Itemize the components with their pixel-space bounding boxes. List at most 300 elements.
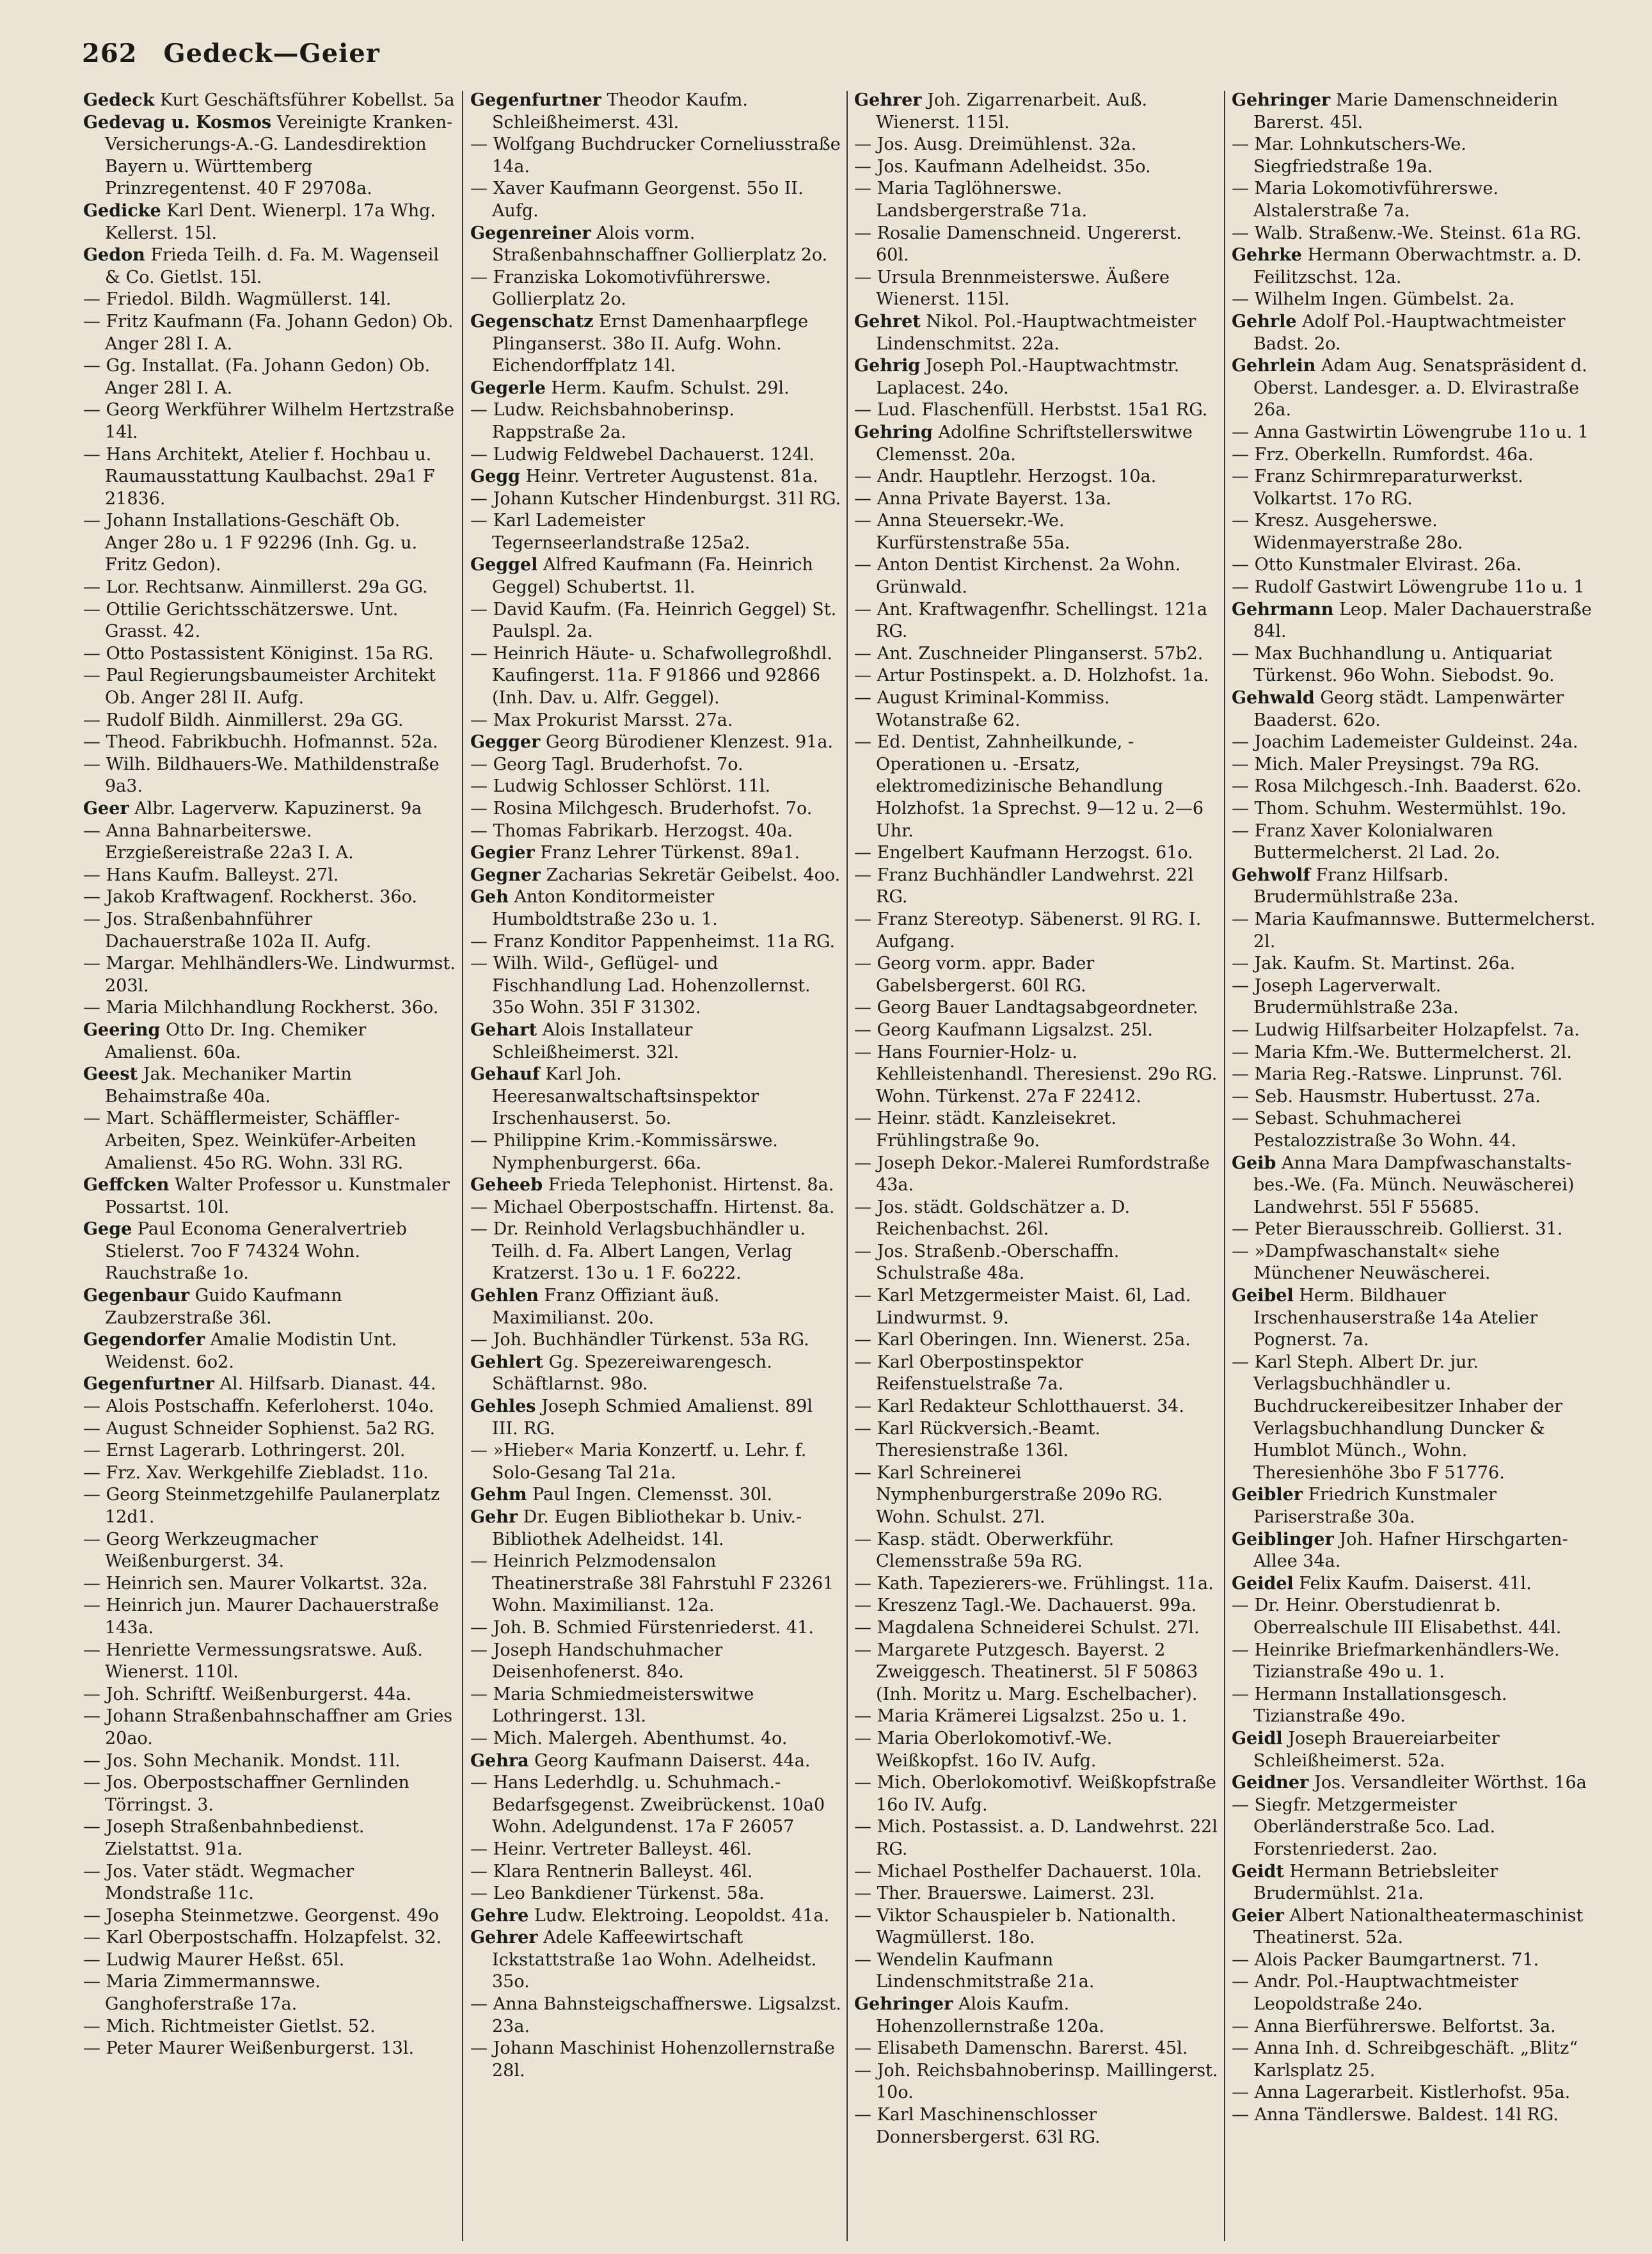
directory-entry: [83, 1684, 457, 1706]
entry-text: — Johann Installations-Geschäft Ob. Anger 28o u. 1 F 92296 (Inh. Gg. u. Fritz Gedon).: [83, 511, 418, 575]
entry-text: Vereinigte Kranken-Versicherungs-A.-G. Landesdirektion Bayern u. Württemberg Prinzregentenst. 40 F 29708a.: [105, 112, 453, 199]
directory-entry: [854, 1153, 1219, 1197]
entry-text: — Maria Kfm.-We. Buttermelcherst. 2l.: [1232, 1042, 1572, 1062]
directory-entry: [854, 90, 1219, 134]
directory-entry: [854, 1816, 1219, 1860]
entry-text: — Wilh. Wild-, Geflügel- und Fischhandlung Lad. Hohenzollernst. 35o Wohn. 35l F 31302.: [470, 954, 811, 1018]
entry-text: — Georg Bauer Landtagsabgeordneter.: [854, 998, 1198, 1018]
entry-text: — »Dampfwaschanstalt« siehe Münchener Neuwäscherei.: [1232, 1241, 1500, 1284]
entry-text: — Mich. Malergeh. Abenthumst. 4o.: [470, 1728, 788, 1748]
entry-text: — Wolfgang Buchdrucker Corneliusstraße 14a.: [470, 134, 841, 177]
directory-entry: [854, 997, 1219, 1019]
entry-text: — Frz. Oberkelln. Rumfordst. 46a.: [1232, 444, 1534, 465]
directory-entry: [1232, 754, 1603, 776]
directory-entry: [1232, 1153, 1603, 1219]
entry-text: — Rosalie Damenschneid. Ungererst. 60l.: [854, 223, 1182, 266]
entry-surname: Gehrke: [1232, 245, 1302, 266]
entry-text: — Hans Fournier-Holz- u. Kehlleistenhandl. Theresienst. 29o RG. Wohn. Türkenst. 27a F 22412.: [854, 1042, 1218, 1107]
directory-entry: [470, 2038, 841, 2082]
entry-text: Anna Mara Dampfwaschanstalts-bes.-We. (Fa. Münch. Neuwäscherei) Landwehrst. 55l F 55685.: [1253, 1153, 1575, 1217]
directory-entry: [854, 510, 1219, 554]
entry-surname: Gehrmann: [1232, 599, 1334, 619]
directory-entry: [83, 1418, 457, 1441]
entry-text: Franz Lehrer Türkenst. 89a1.: [534, 843, 800, 863]
directory-entry: [854, 1905, 1219, 1949]
entry-text: — Karl Schreinerei Nymphenburgerstraße 209o RG. Wohn. Schulst. 27l.: [854, 1462, 1163, 1527]
entry-text: — Franziska Lokomotivführerswe. Gollierplatz 2o.: [470, 267, 771, 310]
directory-entry: [470, 865, 841, 887]
entry-text: — Joh. Buchhändler Türkenst. 53a RG.: [470, 1330, 809, 1350]
entry-text: — Johann Maschinist Hohenzollernstraße 28l.: [470, 2038, 835, 2081]
entry-text: — Anna Gastwirtin Löwengrube 11o u. 1: [1232, 422, 1589, 442]
entry-text: — Heinr. städt. Kanzleisekret. Frühlingstraße 9o.: [854, 1108, 1116, 1151]
directory-entry: [470, 466, 841, 488]
entry-text: — Jos. Straßenb.-Oberschaffn. Schulstraße 48a.: [854, 1241, 1120, 1284]
directory-entry: [83, 710, 457, 732]
directory-entry: [854, 1241, 1219, 1285]
directory-entry: [83, 1529, 457, 1573]
entry-text: — Karl Lademeister Tegernseerlandstraße 125a2.: [470, 511, 751, 553]
entry-text: Heinr. Vertreter Augustenst. 81a.: [520, 467, 818, 487]
directory-entry: [1232, 909, 1603, 953]
entry-text: — Viktor Schauspieler b. Nationalth. Wagmüllerst. 18o.: [854, 1905, 1177, 1948]
directory-entry: [1232, 1285, 1603, 1352]
entry-text: — Ludwig Feldwebel Dachauerst. 124l.: [470, 444, 814, 465]
column-2: [470, 90, 841, 2246]
directory-entry: [854, 687, 1219, 731]
directory-entry: [470, 488, 841, 511]
directory-entry: [1232, 134, 1603, 178]
entry-surname: Gegner: [470, 865, 541, 885]
entry-text: — Lud. Flaschenfüll. Herbstst. 15a1 RG.: [854, 400, 1208, 420]
entry-text: — Hermann Installationsgesch. Tizianstraße 49o.: [1232, 1684, 1507, 1727]
directory-entry: [854, 2104, 1219, 2148]
entry-text: — Hans Kaufm. Balleyst. 27l.: [83, 865, 339, 885]
directory-entry: [83, 1971, 457, 2015]
directory-entry: [470, 378, 841, 400]
directory-entry: [83, 1640, 457, 1684]
entry-surname: Gehrer: [854, 90, 922, 110]
directory-entry: [83, 997, 457, 1019]
entry-text: — Karl Steph. Albert Dr. jur. Verlagsbuchhändler u. Buchdruckereibesitzer Inhaber der Verlagsbuchhandlung Duncker & Humblot Münch., Wohn. Theresienhöhe 3bo F 51776.: [1232, 1352, 1563, 1483]
directory-entry: [1232, 776, 1603, 798]
directory-entry: [854, 1573, 1219, 1595]
directory-entry: [83, 2038, 457, 2060]
directory-entry: [854, 2038, 1219, 2060]
entry-text: — Frz. Xav. Werkgehilfe Ziebladst. 11o.: [83, 1462, 429, 1483]
directory-entry: [470, 1019, 841, 1064]
entry-text: — Maria Reg.-Ratswe. Linprunst. 76l.: [1232, 1064, 1563, 1085]
directory-entry: [470, 599, 841, 643]
directory-entry: [83, 1396, 457, 1418]
entry-text: — Mich. Oberlokomotivf. Weißkopfstraße 16o IV. Aufg.: [854, 1773, 1216, 1815]
directory-entry: [854, 599, 1219, 643]
entry-text: — Ed. Dentist, Zahnheilkunde, -Operationen u. -Ersatz, elektromedizinische Behandlung Holzhofst. 1a Sprechst. 9—12 u. 2—6 Uhr.: [854, 732, 1204, 841]
entry-surname: Geggel: [470, 555, 538, 575]
entry-surname: Gehringer: [854, 1994, 953, 2015]
entry-text: Ludw. Elektroing. Leopoldst. 41a.: [528, 1905, 830, 1926]
entry-text: — Rudolf Gastwirt Löwengrube 11o u. 1: [1232, 577, 1585, 598]
entry-text: — Johann Straßenbahnschaffner am Gries 20ao.: [83, 1706, 453, 1748]
directory-entry: [83, 1285, 457, 1329]
entry-text: — Jos. Sohn Mechanik. Mondst. 11l.: [83, 1750, 401, 1771]
entry-text: Herm. Bildhauer Irschenhauserstraße 14a Atelier Pognerst. 7a.: [1253, 1286, 1538, 1350]
entry-text: — Anna Inh. d. Schreibgeschäft. „Blitz“ Karlsplatz 25.: [1232, 2038, 1578, 2081]
entry-text: — Theod. Fabrikbuchh. Hofmannst. 52a.: [83, 732, 438, 753]
running-title: Gedeck—Geier: [163, 38, 380, 68]
entry-text: Franz Hilfsarb. Brudermühlstraße 23a.: [1253, 865, 1459, 907]
entry-text: — Margarete Putzgesch. Bayerst. 2 Zweiggesch. Theatinerst. 5l F 50863 (Inh. Moritz u. Marg. Eschelbacher).: [854, 1640, 1198, 1704]
directory-entry: [470, 1861, 841, 1883]
entry-text: — David Kaufm. (Fa. Heinrich Geggel) St. Paulspl. 2a.: [470, 599, 837, 642]
entry-text: — Joseph Straßenbahnbedienst. Zielstattst. 91a.: [83, 1817, 365, 1859]
directory-entry: [83, 355, 457, 399]
entry-text: — Franz Stereotyp. Säbenerst. 9l RG. I. Aufgang.: [854, 909, 1202, 952]
page-header: [82, 38, 380, 68]
entry-text: — Maria Schmiedmeisterswitwe Lothringerst. 13l.: [470, 1684, 754, 1727]
directory-entry: [83, 399, 457, 444]
entry-surname: Gehwolf: [1232, 865, 1310, 885]
entry-surname: Gehring: [854, 422, 933, 442]
directory-entry: [1232, 1772, 1603, 1794]
column-4: [1232, 90, 1603, 2246]
directory-entry: [470, 134, 841, 178]
entry-text: — Kresz. Ausgeherswe. Widenmayerstraße 28o.: [1232, 511, 1463, 553]
directory-entry: [854, 466, 1219, 488]
directory-entry: [83, 1329, 457, 1373]
entry-text: — Jos. städt. Goldschätzer a. D. Reichenbachst. 26l.: [854, 1197, 1131, 1240]
directory-entry: [854, 865, 1219, 909]
entry-surname: Gehm: [470, 1485, 527, 1505]
directory-entry: [854, 665, 1219, 687]
entry-text: — Gg. Installat. (Fa. Johann Gedon) Ob. Anger 28l I. A.: [83, 356, 431, 398]
directory-entry: [470, 1883, 841, 1905]
entry-surname: Gegenbaur: [83, 1286, 190, 1306]
entry-text: — Alois Packer Baumgartnerst. 71.: [1232, 1949, 1539, 1970]
entry-text: — Maria Milchhandlung Rockherst. 36o.: [83, 998, 439, 1018]
entry-text: Guido Kaufmann Zaubzerstraße 36l.: [105, 1286, 342, 1328]
entry-surname: Geiblinger: [1232, 1529, 1334, 1549]
directory-entry: [470, 1130, 841, 1174]
column-3: [854, 90, 1219, 2246]
directory-entry: [470, 1551, 841, 1617]
directory-entry: [83, 1462, 457, 1485]
entry-surname: Gegenschatz: [470, 311, 594, 332]
directory-entry: [1232, 90, 1603, 134]
directory-entry: [1232, 599, 1603, 643]
directory-entry: [470, 1927, 841, 1994]
entry-text: Al. Hilfsarb. Dianast. 44.: [214, 1374, 436, 1395]
directory-entry: [470, 1285, 841, 1329]
entry-surname: Gegenfurtner: [83, 1374, 214, 1395]
directory-entry: [470, 1507, 841, 1551]
entry-text: Nikol. Pol.-Hauptwachtmeister Lindenschmitst. 22a.: [876, 311, 1196, 354]
entry-surname: Geffcken: [83, 1175, 170, 1195]
entry-text: Theodor Kaufm. Schleißheimerst. 43l.: [492, 90, 748, 132]
entry-surname: Geh: [470, 887, 509, 907]
entry-text: Joh. Hafner Hirschgarten-Allee 34a.: [1253, 1529, 1568, 1572]
directory-entry: [854, 1706, 1219, 1728]
directory-entry: [470, 1174, 841, 1197]
directory-entry: [470, 643, 841, 710]
entry-text: — Joh. Schriftf. Weißenburgerst. 44a.: [83, 1684, 412, 1704]
entry-text: — Georg Steinmetzgehilfe Paulanerplatz 12d1.: [83, 1485, 440, 1527]
directory-entry: [470, 1905, 841, 1928]
directory-entry: [1232, 466, 1603, 510]
directory-entry: [1232, 1728, 1603, 1772]
entry-text: Adolf Pol.-Hauptwachtmeister Badst. 2o.: [1253, 311, 1566, 354]
entry-text: Jak. Mechaniker Martin Behaimstraße 40a.: [105, 1064, 352, 1107]
directory-entry: [470, 1772, 841, 1839]
entry-text: — Heinrike Briefmarkenhändlers-We. Tizianstraße 49o u. 1.: [1232, 1640, 1560, 1683]
entry-surname: Geheeb: [470, 1175, 543, 1195]
directory-entry: [83, 244, 457, 289]
directory-entry: [470, 1064, 841, 1130]
directory-entry: [470, 1750, 841, 1773]
directory-entry: [1232, 444, 1603, 467]
directory-entry: [854, 1529, 1219, 1573]
entry-text: — Jos. Oberpostschaffner Gernlinden Törringst. 3.: [83, 1773, 409, 1815]
directory-entry: [470, 1617, 841, 1640]
directory-entry: [1232, 1861, 1603, 1905]
directory-entry: [1232, 1794, 1603, 1861]
entry-surname: Geib: [1232, 1153, 1276, 1173]
entry-text: — Andr. Hauptlehr. Herzogst. 10a.: [854, 467, 1157, 487]
entry-text: — Dr. Reinhold Verlagsbuchhändler u. Teilh. d. Fa. Albert Langen, Verlag Kratzerst. 13o u. 1 F. 6o222.: [470, 1219, 806, 1284]
directory-entry: [83, 643, 457, 666]
entry-text: — Hans Lederhdlg. u. Schuhmach.-Bedarfsgegenst. Zweibrückenst. 10a0 Wohn. Adelgundenst. 17a F 26057: [470, 1773, 825, 1837]
entry-surname: Geier: [1232, 1905, 1284, 1926]
directory-entry: [1232, 422, 1603, 444]
directory-entry: [1232, 577, 1603, 599]
entry-text: — Georg Kaufmann Ligsalzst. 25l.: [854, 1019, 1153, 1040]
directory-entry: [470, 820, 841, 843]
entry-text: — Alois Postschaffn. Keferloherst. 104o.: [83, 1396, 434, 1417]
entry-text: Friedrich Kunstmaler Pariserstraße 30a.: [1253, 1485, 1497, 1527]
entry-text: — Peter Maurer Weißenburgerst. 13l.: [83, 2038, 415, 2059]
entry-text: — Heinrich Pelzmodensalon Theatinerstraße 38l Fahrstuhl F 23261 Wohn. Maximilianst. 12a.: [470, 1551, 834, 1616]
directory-entry: [470, 510, 841, 554]
entry-text: — Maria Lokomotivführerswe. Alstalerstraße 7a.: [1232, 179, 1499, 221]
directory-entry: [854, 311, 1219, 355]
entry-text: — Otto Kunstmaler Elvirast. 26a.: [1232, 555, 1522, 575]
entry-text: — Dr. Heinr. Oberstudienrat b. Oberrealschule III Elisabethst. 44l.: [1232, 1595, 1562, 1638]
entry-surname: Gehringer: [1232, 90, 1331, 110]
entry-surname: Geidel: [1232, 1573, 1294, 1594]
entry-text: — Kreszenz Tagl.-We. Dachauerst. 99a.: [854, 1595, 1197, 1616]
directory-entry: [854, 2060, 1219, 2104]
directory-entry: [1232, 244, 1603, 289]
directory-entry: [470, 554, 841, 598]
entry-text: — Karl Maschinenschlosser Donnersbergerst. 63l RG.: [854, 2105, 1100, 2147]
directory-entry: [470, 90, 841, 134]
entry-text: — Anton Dentist Kirchenst. 2a Wohn. Grünwald.: [854, 555, 1181, 598]
entry-surname: Geidl: [1232, 1728, 1283, 1748]
directory-entry: [470, 731, 841, 754]
directory-entry: [854, 731, 1219, 842]
entry-text: — Friedol. Bildh. Wagmüllerst. 14l.: [83, 289, 392, 310]
directory-entry: [1232, 1241, 1603, 1285]
entry-text: — Xaver Kaufmann Georgenst. 55o II. Aufg.: [470, 179, 804, 221]
entry-text: — Max Buchhandlung u. Antiquariat Türkenst. 96o Wohn. Siebodst. 9o.: [1232, 643, 1555, 686]
entry-text: — Maria Taglöhnerswe. Landsbergerstraße 71a.: [854, 179, 1088, 221]
directory-entry: [83, 311, 457, 355]
entry-text: — Anna Private Bayerst. 13a.: [854, 488, 1111, 509]
directory-entry: [83, 1595, 457, 1639]
directory-entry: [83, 953, 457, 997]
entry-text: Herm. Kaufm. Schulst. 29l.: [545, 378, 790, 398]
entry-text: — Maria Krämerei Ligsalzst. 25o u. 1.: [854, 1706, 1187, 1727]
directory-entry: [854, 488, 1219, 511]
directory-entry: [1232, 510, 1603, 554]
entry-surname: Gehrlein: [1232, 356, 1316, 376]
entry-text: Georg Kaufmann Daiserst. 44a.: [528, 1750, 811, 1771]
entry-text: — Seb. Hausmstr. Hubertusst. 27a.: [1232, 1086, 1541, 1107]
directory-entry: [1232, 289, 1603, 311]
directory-entry: [83, 1573, 457, 1595]
entry-text: — Mar. Lohnkutschers-We. Siegfriedstraße 19a.: [1232, 134, 1466, 177]
directory-entry: [83, 1905, 457, 1928]
entry-text: — Wilh. Bildhauers-We. Mathildenstraße 9a3.: [83, 754, 440, 797]
entry-text: — Ther. Brauerswe. Laimerst. 23l.: [854, 1883, 1155, 1904]
entry-text: — Ludwig Hilfsarbeiter Holzapfelst. 7a.: [1232, 1019, 1580, 1040]
entry-text: — Ant. Zuschneider Plinganserst. 57b2.: [854, 643, 1203, 664]
entry-surname: Geibler: [1232, 1485, 1303, 1505]
entry-surname: Gegger: [470, 732, 541, 753]
entry-text: — Heinrich sen. Maurer Volkartst. 32a.: [83, 1573, 428, 1594]
entry-surname: Geidner: [1232, 1773, 1309, 1793]
column-1: [83, 90, 457, 2246]
directory-entry: [1232, 1352, 1603, 1485]
directory-entry: [83, 665, 457, 709]
directory-entry: [470, 798, 841, 820]
entry-text: — Kath. Tapezierers-we. Frühlingst. 11a.: [854, 1573, 1214, 1594]
entry-text: — Rosina Milchgesch. Bruderhofst. 7o.: [470, 799, 813, 819]
entry-text: Felix Kaufm. Daiserst. 41l.: [1293, 1573, 1532, 1594]
entry-text: — Karl Metzgermeister Maist. 6l, Lad. Lindwurmst. 9.: [854, 1286, 1191, 1328]
entry-surname: Gege: [83, 1219, 132, 1240]
entry-text: — Anna Tändlerswe. Baldest. 14l RG.: [1232, 2105, 1559, 2125]
directory-entry: [83, 1440, 457, 1462]
entry-text: Marie Damenschneiderin Barerst. 45l.: [1253, 90, 1558, 132]
entry-text: Amalie Modistin Unt. Weidenst. 6o2.: [105, 1330, 397, 1372]
entry-text: — Michael Posthelfer Dachauerst. 10la.: [854, 1861, 1202, 1882]
directory-entry: [1232, 1905, 1603, 1949]
directory-entry: [83, 200, 457, 244]
directory-entry: [1232, 953, 1603, 975]
entry-text: — Karl Oberpostinspektor Reifenstuelstraße 7a.: [854, 1352, 1084, 1395]
directory-entry: [854, 156, 1219, 179]
directory-entry: [854, 643, 1219, 666]
entry-text: — Joseph Lagerverwalt. Brudermühlstraße 23a.: [1232, 975, 1459, 1018]
directory-entry: [854, 267, 1219, 311]
directory-entry: [470, 1684, 841, 1728]
directory-entry: [1232, 2082, 1603, 2104]
entry-text: — Otto Postassistent Königinst. 15a RG.: [83, 643, 434, 664]
directory-entry: [854, 1197, 1219, 1241]
entry-text: Adolfine Schriftstellerswitwe Clemensst. 20a.: [876, 422, 1193, 465]
entry-surname: Gehret: [854, 311, 921, 332]
directory-entry: [83, 731, 457, 754]
entry-text: — Engelbert Kaufmann Herzogst. 61o.: [854, 843, 1193, 863]
entry-surname: Gehr: [470, 1507, 518, 1527]
directory-entry: [854, 1640, 1219, 1706]
page-number: 262: [82, 38, 138, 68]
entry-text: — Elisabeth Damenschn. Barerst. 45l.: [854, 2038, 1188, 2059]
entry-text: — Karl Redakteur Schlotthauerst. 34.: [854, 1396, 1184, 1417]
entry-text: — Paul Regierungsbaumeister Architekt Ob. Anger 28l II. Aufg.: [83, 666, 436, 708]
entry-text: — Leo Bankdiener Türkenst. 58a.: [470, 1883, 765, 1904]
column-divider: [462, 91, 463, 2241]
directory-entry: [470, 1440, 841, 1484]
directory-entry: [1232, 1529, 1603, 1573]
directory-entry: [470, 178, 841, 222]
directory-entry: [1232, 1019, 1603, 1042]
entry-text: Ernst Damenhaarpflege Plinganserst. 38o II. Aufg. Wohn. Eichendorffplatz 14l.: [492, 311, 809, 376]
entry-surname: Geering: [83, 1019, 161, 1040]
entry-text: — Joachim Lademeister Guldeinst. 24a.: [1232, 732, 1578, 753]
entry-text: — Ludwig Maurer Heßst. 65l.: [83, 1949, 345, 1970]
entry-text: Otto Dr. Ing. Chemiker Amalienst. 60a.: [105, 1019, 367, 1062]
directory-entry: [1232, 1086, 1603, 1108]
directory-entry: [83, 1108, 457, 1174]
directory-entry: [854, 1949, 1219, 1994]
entry-surname: Gehrer: [470, 1928, 538, 1948]
directory-entry: [854, 1994, 1219, 2038]
entry-text: Walter Professor u. Kunstmaler Possartst. 10l.: [105, 1175, 450, 1217]
directory-entry: [470, 1640, 841, 1684]
entry-text: — Wendelin Kaufmann Lindenschmitstraße 21a.: [854, 1949, 1095, 1992]
entry-text: Adam Aug. Senatspräsident d. Oberst. Landesger. a. D. Elvirastraße 26a.: [1253, 356, 1587, 420]
directory-entry: [1232, 1064, 1603, 1086]
directory-entry: [1232, 731, 1603, 754]
directory-entry: [854, 1042, 1219, 1108]
directory-entry: [470, 710, 841, 732]
entry-text: Joseph Schmied Amalienst. 89l III. RG.: [492, 1396, 813, 1439]
directory-entry: [83, 90, 457, 112]
entry-text: — Anna Bahnsteigschaffnerswe. Ligsalzst. 23a.: [470, 1994, 841, 2036]
directory-entry: [83, 1927, 457, 1949]
directory-entry: [470, 754, 841, 776]
entry-text: — Franz Xaver Kolonialwaren Buttermelcherst. 2l Lad. 2o.: [1232, 820, 1500, 863]
directory-entry: [854, 399, 1219, 422]
entry-text: — Max Prokurist Marsst. 27a.: [470, 710, 733, 730]
directory-entry: [1232, 643, 1603, 687]
directory-entry: [854, 1462, 1219, 1529]
directory-entry: [470, 1396, 841, 1440]
directory-entry: [470, 311, 841, 378]
directory-entry: [83, 909, 457, 953]
directory-entry: [854, 1595, 1219, 1617]
directory-entry: [854, 1019, 1219, 1042]
entry-text: — Thom. Schuhm. Westermühlst. 19o.: [1232, 799, 1567, 819]
entry-text: — Lor. Rechtsanw. Ainmillerst. 29a GG.: [83, 577, 428, 598]
directory-entry: [1232, 1219, 1603, 1241]
entry-text: Alois vorm. Straßenbahnschaffner Gollierplatz 2o.: [492, 223, 828, 266]
entry-text: — Rudolf Bildh. Ainmillerst. 29a GG.: [83, 710, 404, 730]
directory-entry: [1232, 355, 1603, 422]
directory-entry: [854, 1617, 1219, 1640]
directory-entry: [1232, 865, 1603, 909]
directory-entry: [854, 1396, 1219, 1418]
directory-entry: [1232, 687, 1603, 731]
entry-surname: Gehwald: [1232, 688, 1315, 708]
entry-text: — Ursula Brennmeisterswe. Äußere Wienerst. 115l.: [854, 267, 1170, 310]
directory-entry: [1232, 1573, 1603, 1595]
entry-text: — Karl Oberingen. Inn. Wienerst. 25a.: [854, 1330, 1191, 1350]
entry-text: Albr. Lagerverw. Kapuzinerst. 9a: [129, 799, 422, 819]
entry-text: Frieda Teilh. d. Fa. M. Wagenseil & Co. Gietlst. 15l.: [105, 245, 439, 287]
